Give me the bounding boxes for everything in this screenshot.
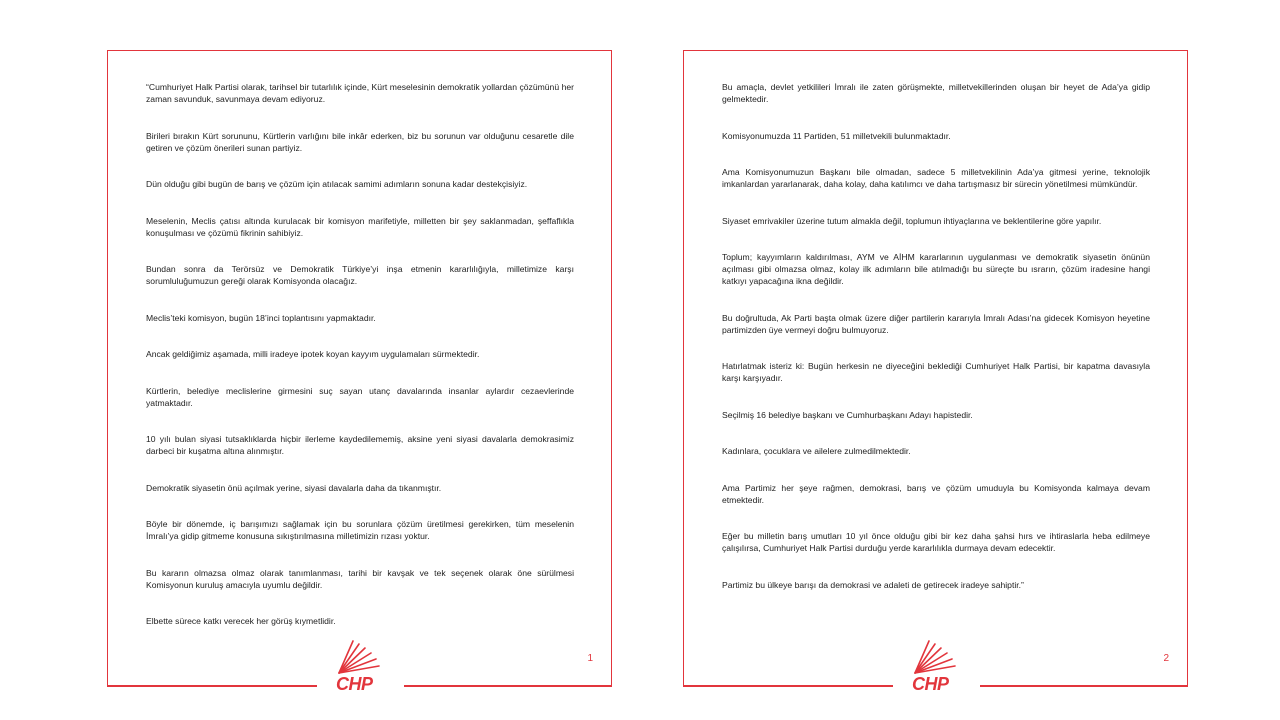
document-page-1 [107,50,612,694]
chp-logo [909,638,961,696]
paragraph: 10 yılı bulan siyasi tutsaklıklarda hiçbir ilerleme kaydedilememiş, aksine yeni siyasi davalarla demokrasimiz darbeci bir kuşatma altına alınmıştır. [146,434,574,456]
chp-logo-rays-icon [333,638,385,678]
paragraph: Meselenin, Meclis çatısı altında kurulacak bir komisyon marifetiyle, milletten bir şey saklanmadan, şeffaflıkla konuşulması ve çözümü fikrinin sahibiyiz. [146,215,574,238]
paragraph: Demokratik siyasetin önü açılmak yerine, siyasi davalarla daha da tıkanmıştır. [146,482,442,493]
paragraph: Bu doğrultuda, Ak Parti başta olmak üzere diğer partilerin kararıyla İmralı Adası’na gidecek Komisyon heyetine partimizden üye vermeyi doğru bulmuyoruz. [722,312,1150,335]
paragraph: Böyle bir dönemde, iç barışımızı sağlamak için bu sorunlara çözüm üretilmesi gerekirken, tüm meselenin İmralı’ya gidip gitmeme konusuna sıkıştırılmasına milletimizin rızası yoktur. [146,519,574,541]
paragraph: Elbette sürece katkı verecek her görüş kıymetlidir. [146,616,336,626]
paragraph: Hatırlatmak isteriz ki: Bugün herkesin ne diyeceğini beklediği Cumhuriyet Halk Partisi, bir kapatma davasıyla karşı karşıyadır. [722,361,1150,383]
paragraph: Bundan sonra da Terörsüz ve Demokratik Türkiye’yi inşa etmenin kararlılığıyla, milletimize karşı sorumluluğumuzun gereği olarak Komisyonda olacağız. [146,264,574,286]
paragraph: Ama Partimiz her şeye rağmen, demokrasi, barış ve çözüm umuduyla bu Komisyonda kalmaya devam etmektedir. [722,482,1150,505]
chp-logo [333,638,385,696]
page-border-bottom-right [980,685,1188,687]
paragraph: Eğer bu milletin barış umutları 10 yıl önce olduğu gibi bir kez daha şahsi hırs ve ihtiraslarla heba edilmeye çalışılırsa, Cumhuriyet Halk Partisi durduğu yerde kararlılıkla durmaya devam edecektir. [722,531,1150,553]
page-body [722,81,1150,615]
chp-logo-rays-icon [909,638,961,678]
document-page-2 [683,50,1188,694]
paragraph: Ancak geldiğimiz aşamada, milli iradeye ipotek koyan kayyım uygulamaları sürmektedir. [146,349,480,359]
page-body [146,81,574,652]
paragraph: Bu kararın olmazsa olmaz olarak tanımlanması, tarihi bir kavşak ve tek seçenek olarak öne sürülmesi Komisyonun kuruluş amacıyla uyumlu değildir. [146,567,574,590]
paragraph: Dün olduğu gibi bugün de barış ve çözüm için atılacak samimi adımların sonuna kadar destekçisiyiz. [146,179,528,189]
paragraph: Siyaset emrivakiler üzerine tutum almakla değil, toplumun ihtiyaçlarına ve beklentilerine göre yapılır. [722,215,1102,226]
page-number: 1 [587,653,593,664]
paragraph: “Cumhuriyet Halk Partisi olarak, tarihsel bir tutarlılık içinde, Kürt meselesinin demokratik yollardan çözümünü her zaman savunduk, savunmaya devam ediyoruz. [146,82,574,104]
paragraph: Birileri bırakın Kürt sorununu, Kürtlerin varlığını bile inkâr ederken, biz bu sorunun var olduğunu cesaretle dile getiren ve çözüm önerileri sunan partiyiz. [146,130,574,153]
paragraph: Meclis’teki komisyon, bugün 18’inci toplantısını yapmaktadır. [146,312,376,323]
paragraph: Seçilmiş 16 belediye başkanı ve Cumhurbaşkanı Adayı hapistedir. [722,409,973,420]
chp-logo-text: CHP [336,674,373,694]
paragraph: Toplum; kayyımların kaldırılması, AYM ve AİHM kararlarının uygulanması ve demokratik siyasetin önünün açılması gibi olmazsa olmaz, kolay ilk adımların bile atılmadığı bu süreçte bu ısrarın, çözüm iradesine hangi katkıyı yapacağına ikna değildir. [722,252,1150,286]
paragraph: Kadınlara, çocuklara ve ailelere zulmedilmektedir. [722,446,911,456]
page-border-bottom-left [107,685,317,687]
paragraph: Bu amaçla, devlet yetkilileri İmralı ile zaten görüşmekte, milletvekillerinden oluşan bir heyet de Ada’ya gidip gelmektedir. [722,82,1150,104]
paragraph: Ama Komisyonumuzun Başkanı bile olmadan, sadece 5 milletvekilinin Ada’ya gitmesi yerine, teknolojik imkanlardan yararlanarak, daha kolay, daha katılımcı ve daha tartışmasız bir sürecin yönetilmesi mümkündür. [722,167,1150,189]
page-border-bottom-right [404,685,612,687]
paragraph: Kürtlerin, belediye meclislerine girmesini suç sayan utanç davalarında insanlar aylardır cezaevlerinde yatmaktadır. [146,385,574,408]
page-number: 2 [1163,653,1169,664]
paragraph: Partimiz bu ülkeye barışı da demokrasi ve adaleti de getirecek iradeye sahiptir.” [722,579,1024,590]
page-border-bottom-left [683,685,893,687]
paragraph: Komisyonumuzda 11 Partiden, 51 milletvekili bulunmaktadır. [722,130,951,141]
chp-logo-text: CHP [912,674,949,694]
